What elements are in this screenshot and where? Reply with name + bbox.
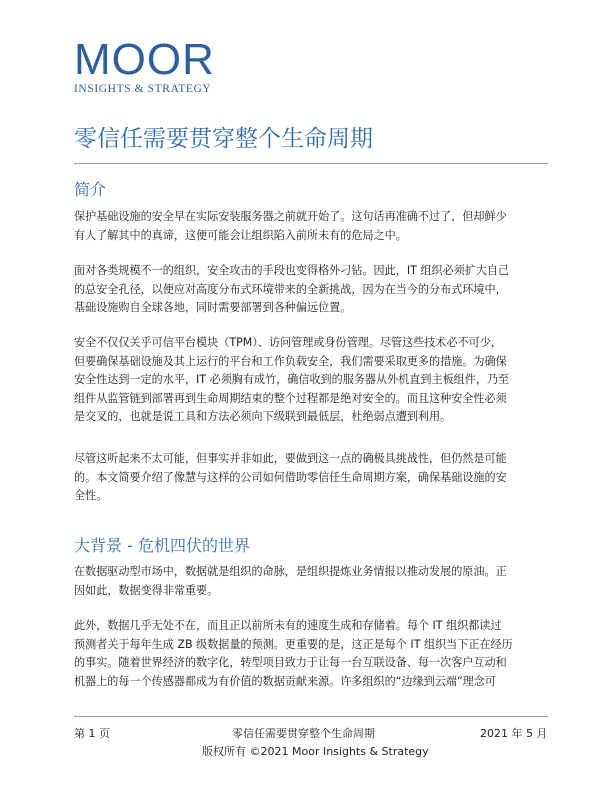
footer-page-number: 第 1 页 (74, 727, 110, 740)
document-title: 零信任需要贯穿整个生命周期 (74, 126, 373, 152)
text-line: 有人了解其中的真谛，这便可能会让组织陷入前所未有的危局之中。 (74, 228, 407, 242)
paragraph (74, 262, 548, 318)
text-line: 但要确保基础设施及其上运行的平台和工作负载安全，我们需要采取更多的措施。为确保 (74, 354, 507, 368)
paragraph (74, 334, 548, 427)
title-divider (74, 163, 548, 164)
text-line: 尽管这听起来不太可能，但事实并非如此，要做到这一点的确极具挑战性，但仍然是可能 (74, 452, 507, 465)
text-line: 的。本文简要介绍了像慧与这样的公司如何借助零信任生命周期方案，确保基础设施的安 (74, 470, 507, 484)
text-line: 机器上的每一个传感器都成为有价值的数据贡献来源。许多组织的“边缘到云端”理念可 (74, 674, 496, 688)
paragraph (74, 563, 548, 600)
text-line: 的总安全孔径，以便应对高度分布式环境带来的全新挑战，因为在当今的分布式环境中， (74, 282, 507, 296)
paragraph (74, 208, 548, 245)
text-line: 预测者关于每年生成 ZB 级数据量的预测。更重要的是，这正是每个 IT 组织当下正在经历 (74, 637, 513, 651)
footer-title: 零信任需要贯穿整个生命周期 (232, 727, 375, 740)
text-line: 是交叉的，也就是说工具和方法必须向下级联到最低层，杜绝弱点遭到利用。 (74, 410, 452, 424)
company-logo (74, 35, 224, 98)
text-line: 在数据驱动型市场中，数据就是组织的命脉，是组织提炼业务情报以推动发展的原油。正 (74, 565, 507, 578)
text-line: 保护基础设施的安全早在实际安装服务器之前就开始了。这句话再准确不过了，但却鲜少 (74, 210, 507, 223)
text-line: 安全性达到一定的水平，IT 必须胸有成竹，确信收到的服务器从外机直到主板组件，乃至 (74, 373, 510, 387)
text-line: 组件从监管链到部署再到生命周期结束的整个过程都是绝对安全的。而且这种安全性必须 (74, 391, 507, 405)
text-line: 的事实。随着世界经济的数字化，转型项目致力于让每一台互联设备、每一次客户互动和 (74, 656, 507, 670)
text-line: 面对各类规模不一的组织，安全攻击的手段也变得格外刁钻。因此，IT 组织必须扩大自己 (74, 264, 510, 277)
text-line: 安全不仅仅关乎可信平台模块（TPM）、访问管理或身份管理。尽管这些技术必不可少， (74, 336, 502, 349)
paragraph (74, 617, 548, 691)
logo-subtitle: INSIGHTS & STRATEGY (74, 83, 212, 95)
logo-wordmark: MOOR (74, 35, 215, 84)
text-line: 基础设施购自全球各地，同时需要部署到各种偏远位置。 (74, 301, 352, 315)
footer-copyright: 版权所有 ©2021 Moor Insights & Strategy (202, 745, 429, 758)
text-line: 此外，数据几乎无处不在，而且正以前所未有的速度生成和存储着。每个 IT 组织都读过 (74, 619, 502, 632)
section-heading-background: 大背景 - 危机四伏的世界 (74, 536, 250, 555)
text-line: 因如此，数据变得非常重要。 (74, 583, 219, 597)
footer-divider (74, 716, 548, 717)
footer-date: 2021 年 5 月 (480, 727, 548, 740)
section-heading-intro: 简介 (74, 180, 107, 199)
text-line: 全性。 (74, 489, 108, 503)
paragraph (74, 450, 548, 506)
